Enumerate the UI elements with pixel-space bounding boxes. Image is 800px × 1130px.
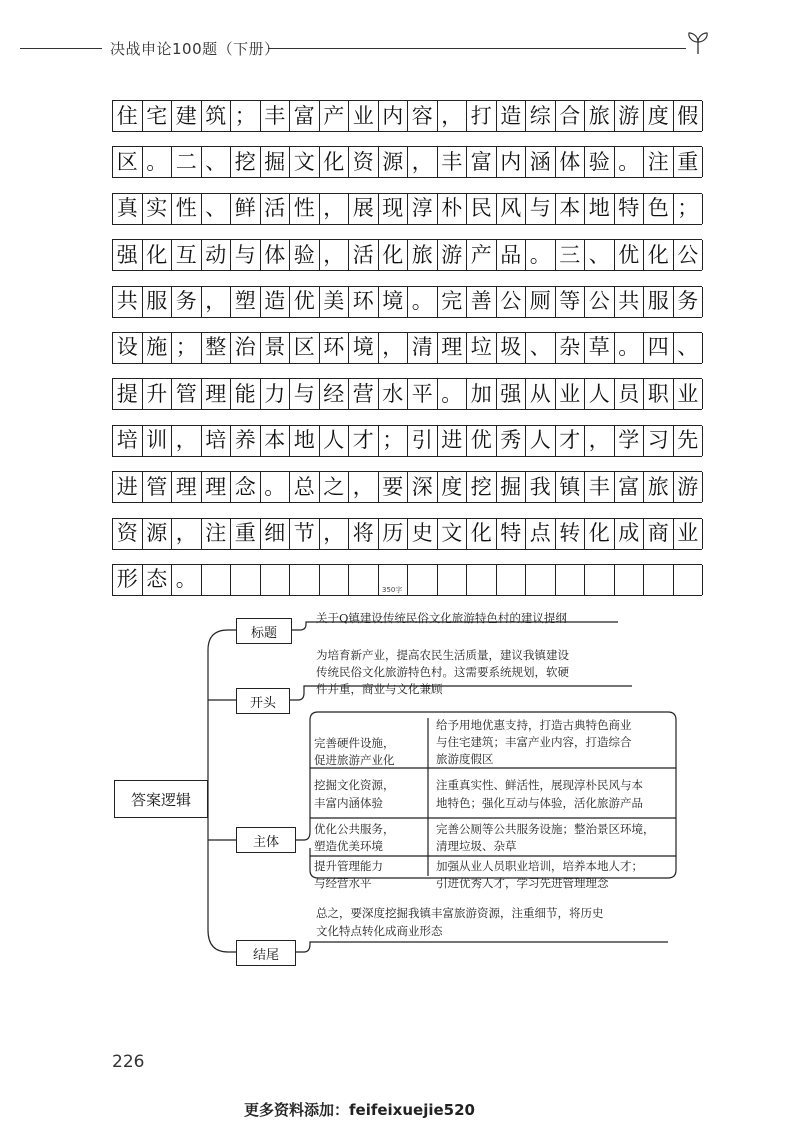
grid-cell <box>615 565 645 595</box>
grid-cell: 强 <box>113 240 143 270</box>
grid-cell: 。 <box>438 379 468 409</box>
grid-cell: 人 <box>320 426 350 456</box>
grid-cell: 水 <box>379 379 409 409</box>
grid-cell: 管 <box>172 379 202 409</box>
grid-row <box>112 425 702 457</box>
grid-cell: 形 <box>113 565 143 595</box>
grid-cell <box>585 565 615 595</box>
grid-cell: 力 <box>261 379 291 409</box>
grid-cell: 先 <box>674 426 704 456</box>
grid-cell: 度 <box>438 472 468 502</box>
grid-cell: 习 <box>644 426 674 456</box>
grid-cell: 地 <box>585 194 615 224</box>
grid-cell: 能 <box>231 379 261 409</box>
body-item-1-right-1: 给予用地优惠支持，打造古典特色商业 <box>436 718 632 732</box>
grid-cell: 升 <box>143 379 173 409</box>
grid-cell: 实 <box>143 194 173 224</box>
grid-cell: 注 <box>202 519 232 549</box>
grid-cell: 筑 <box>202 101 232 131</box>
grid-cell: 。 <box>408 287 438 317</box>
grid-cell: 史 <box>408 519 438 549</box>
grid-cell: 性 <box>290 194 320 224</box>
grid-cell: 细 <box>261 519 291 549</box>
grid-cell <box>526 565 556 595</box>
grid-cell: 完 <box>438 287 468 317</box>
grid-cell: 进 <box>113 472 143 502</box>
grid-cell: 务 <box>674 287 704 317</box>
grid-row <box>112 518 702 550</box>
grid-cell: 游 <box>674 472 704 502</box>
grid-cell: 资 <box>349 147 379 177</box>
grid-cell <box>261 565 291 595</box>
grid-cell: 源 <box>143 519 173 549</box>
body-item-3-left-2: 塑造优美环境 <box>314 839 383 853</box>
body-item-3-left-1: 优化公共服务， <box>314 822 395 836</box>
grid-cell: 、 <box>585 240 615 270</box>
grid-cell: 源 <box>379 147 409 177</box>
grid-cell: 公 <box>585 287 615 317</box>
grid-cell: 度 <box>644 101 674 131</box>
grid-cell: 旅 <box>408 240 438 270</box>
header-rule-left <box>20 48 102 49</box>
grid-row <box>112 564 702 596</box>
grid-cell: 美 <box>320 287 350 317</box>
grid-cell: 杂 <box>556 333 586 363</box>
grid-cell: 挖 <box>467 472 497 502</box>
grid-cell: 善 <box>467 287 497 317</box>
grid-cell: 业 <box>556 379 586 409</box>
grid-cell: 转 <box>556 519 586 549</box>
grid-cell: 将 <box>349 519 379 549</box>
grid-cell <box>349 565 379 595</box>
grid-cell: 共 <box>113 287 143 317</box>
grid-cell: 真 <box>113 194 143 224</box>
grid-cell: 民 <box>467 194 497 224</box>
body-item-4-left-1: 提升管理能力 <box>314 859 383 873</box>
grid-cell: 活 <box>261 194 291 224</box>
body-item-4-left-2: 与经营水平 <box>314 876 372 890</box>
grid-cell: 品 <box>497 240 527 270</box>
grid-cell <box>438 565 468 595</box>
grid-cell: 二 <box>172 147 202 177</box>
grid-cell: 塑 <box>231 287 261 317</box>
grid-cell: 活 <box>349 240 379 270</box>
grid-cell: 注 <box>644 147 674 177</box>
answer-grid <box>112 100 702 610</box>
grid-cell: ， <box>585 426 615 456</box>
grid-cell: 管 <box>143 472 173 502</box>
grid-cell: 资 <box>113 519 143 549</box>
grid-row <box>112 286 702 318</box>
body-item-1-left-1: 完善硬件设施， <box>314 736 395 750</box>
grid-cell: 。 <box>615 147 645 177</box>
grid-cell: 环 <box>349 287 379 317</box>
grid-cell: 态 <box>143 565 173 595</box>
grid-cell: 产 <box>320 101 350 131</box>
grid-cell: 人 <box>526 426 556 456</box>
title-text: 关于Q镇建设传统民俗文化旅游特色村的建议提纲 <box>316 611 567 625</box>
grid-cell: 职 <box>644 379 674 409</box>
grid-cell: 成 <box>615 519 645 549</box>
grid-cell: 打 <box>467 101 497 131</box>
grid-cell: ， <box>172 426 202 456</box>
grid-cell: 造 <box>261 287 291 317</box>
body-item-2-left-2: 丰富内涵体验 <box>314 796 383 810</box>
grid-cell: 四 <box>644 333 674 363</box>
grid-cell: 公 <box>497 287 527 317</box>
grid-cell: ， <box>349 472 379 502</box>
grid-cell: 之 <box>320 472 350 502</box>
grid-row <box>112 193 702 225</box>
grid-cell: ， <box>408 147 438 177</box>
grid-cell: 现 <box>379 194 409 224</box>
grid-cell: 点 <box>526 519 556 549</box>
grid-cell: 涵 <box>526 147 556 177</box>
grid-cell: 要 <box>379 472 409 502</box>
grid-cell: 旅 <box>644 472 674 502</box>
grid-cell: 理 <box>202 472 232 502</box>
grid-cell: 掘 <box>497 472 527 502</box>
grid-cell: 本 <box>261 426 291 456</box>
grid-cell: 本 <box>556 194 586 224</box>
grid-cell: 丰 <box>438 147 468 177</box>
grid-cell: 内 <box>379 101 409 131</box>
grid-cell: 景 <box>261 333 291 363</box>
grid-cell: 才 <box>349 426 379 456</box>
grid-cell <box>467 565 497 595</box>
grid-cell: 重 <box>674 147 704 177</box>
grid-cell <box>320 565 350 595</box>
grid-cell: 养 <box>231 426 261 456</box>
grid-cell: 优 <box>615 240 645 270</box>
grid-cell: 重 <box>231 519 261 549</box>
grid-cell: 化 <box>143 240 173 270</box>
grid-cell: 清 <box>408 333 438 363</box>
grid-cell: 人 <box>585 379 615 409</box>
body-item-3-right-2: 清理垃圾、杂草 <box>436 839 517 853</box>
grid-cell: ； <box>231 101 261 131</box>
grid-cell: ， <box>320 194 350 224</box>
grid-cell: 。 <box>526 240 556 270</box>
grid-cell: 产 <box>467 240 497 270</box>
grid-cell: ， <box>438 101 468 131</box>
grid-cell: 旅 <box>585 101 615 131</box>
grid-cell: 草 <box>585 333 615 363</box>
root-box: 答案逻辑 <box>114 780 208 818</box>
title-label: 标题 <box>236 618 292 644</box>
grid-cell: 验 <box>290 240 320 270</box>
opening-line-1: 为培育新产业，提高农民生活质量，建议我镇建设 <box>316 648 569 662</box>
grid-cell: 提 <box>113 379 143 409</box>
grid-cell: 营 <box>349 379 379 409</box>
grid-cell: 化 <box>320 147 350 177</box>
grid-cell: 化 <box>585 519 615 549</box>
grid-cell: 境 <box>349 333 379 363</box>
grid-row <box>112 146 702 178</box>
grid-cell: 才 <box>556 426 586 456</box>
grid-cell: 培 <box>113 426 143 456</box>
grid-cell: 历 <box>379 519 409 549</box>
grid-cell: 业 <box>674 519 704 549</box>
grid-cell <box>290 565 320 595</box>
grid-cell: 挖 <box>231 147 261 177</box>
grid-cell: ， <box>320 519 350 549</box>
header-title: 决战申论100题（下册） <box>110 40 280 58</box>
grid-cell: 丰 <box>585 472 615 502</box>
grid-cell: ； <box>379 426 409 456</box>
grid-cell: 化 <box>467 519 497 549</box>
grid-cell: 业 <box>674 379 704 409</box>
grid-cell: 境 <box>379 287 409 317</box>
grid-cell: 。 <box>143 147 173 177</box>
body-item-2-right-2: 地特色；强化互动与体验，活化旅游产品 <box>436 796 643 810</box>
grid-cell: 引 <box>408 426 438 456</box>
grid-cell: 文 <box>438 519 468 549</box>
grid-cell: 理 <box>202 379 232 409</box>
grid-cell: 整 <box>202 333 232 363</box>
grid-cell: 与 <box>526 194 556 224</box>
grid-cell: 念 <box>231 472 261 502</box>
body-item-1-left-2: 促进旅游产业化 <box>314 753 395 767</box>
grid-row <box>112 378 702 410</box>
grid-cell: 体 <box>261 240 291 270</box>
grid-cell: 理 <box>172 472 202 502</box>
grid-cell: 文 <box>290 147 320 177</box>
answer-logic-tree <box>0 600 800 980</box>
grid-cell: ； <box>172 333 202 363</box>
body-item-4-right-1: 加强从业人员职业培训，培养本地人才； <box>436 859 643 873</box>
grid-cell: 区 <box>290 333 320 363</box>
grid-cell: 深 <box>408 472 438 502</box>
grid-cell <box>231 565 261 595</box>
page-number: 226 <box>112 1052 145 1072</box>
grid-cell: 节 <box>290 519 320 549</box>
ending-line-1: 总之，要深度挖掘我镇丰富旅游资源，注重细节，将历史 <box>316 906 604 920</box>
grid-cell: 。 <box>261 472 291 502</box>
grid-cell: 商 <box>644 519 674 549</box>
grid-cell: 训 <box>143 426 173 456</box>
grid-cell: 员 <box>615 379 645 409</box>
grid-cell: 服 <box>644 287 674 317</box>
grid-row <box>112 239 702 271</box>
grid-cell: 与 <box>290 379 320 409</box>
grid-cell: 环 <box>320 333 350 363</box>
grid-cell: 厕 <box>526 287 556 317</box>
grid-cell: 秀 <box>497 426 527 456</box>
grid-cell <box>202 565 232 595</box>
grid-cell: 富 <box>467 147 497 177</box>
grid-cell: 。 <box>615 333 645 363</box>
grid-cell: 特 <box>615 194 645 224</box>
grid-cell: 。 <box>172 565 202 595</box>
opening-line-3: 件并重，商业与文化兼顾 <box>316 682 443 696</box>
grid-cell <box>644 565 674 595</box>
grid-cell: 、 <box>202 147 232 177</box>
grid-row <box>112 332 702 364</box>
grid-cell: 性 <box>172 194 202 224</box>
grid-cell: 验 <box>585 147 615 177</box>
grid-cell: 优 <box>467 426 497 456</box>
grid-cell: ； <box>674 194 704 224</box>
sprout-icon <box>684 30 712 56</box>
grid-cell <box>497 565 527 595</box>
grid-cell <box>556 565 586 595</box>
body-item-4-right-2: 引进优秀人才，学习先进管理理念 <box>436 876 609 890</box>
grid-cell: 务 <box>172 287 202 317</box>
grid-cell: 平 <box>408 379 438 409</box>
grid-cell: 业 <box>349 101 379 131</box>
grid-cell: 进 <box>438 426 468 456</box>
grid-cell: 体 <box>556 147 586 177</box>
grid-cell: 朴 <box>438 194 468 224</box>
grid-cell: 鲜 <box>231 194 261 224</box>
ending-line-2: 文化特点转化成商业形态 <box>316 924 443 938</box>
body-item-3-right-1: 完善公厕等公共服务设施；整治景区环境， <box>436 822 655 836</box>
grid-cell: ， <box>320 240 350 270</box>
grid-cell: 总 <box>290 472 320 502</box>
grid-cell: 住 <box>113 101 143 131</box>
grid-cell: 与 <box>231 240 261 270</box>
grid-cell: 强 <box>497 379 527 409</box>
grid-cell: 治 <box>231 333 261 363</box>
grid-cell: 服 <box>143 287 173 317</box>
grid-cell: 游 <box>438 240 468 270</box>
grid-cell: 淳 <box>408 194 438 224</box>
grid-cell: 丰 <box>261 101 291 131</box>
grid-cell: 互 <box>172 240 202 270</box>
grid-cell: 化 <box>644 240 674 270</box>
body-item-1-right-3: 旅游度假区 <box>436 752 494 766</box>
opening-label: 开头 <box>236 688 290 714</box>
grid-cell: 化 <box>379 240 409 270</box>
grid-cell: 圾 <box>497 333 527 363</box>
grid-cell: 设 <box>113 333 143 363</box>
grid-cell: 理 <box>438 333 468 363</box>
grid-row <box>112 471 702 503</box>
grid-cell: 施 <box>143 333 173 363</box>
grid-cell <box>408 565 438 595</box>
body-item-1-right-2: 与住宅建筑；丰富产业内容，打造综合 <box>436 735 632 749</box>
body-item-2-right-1: 注重真实性、鲜活性，展现淳朴民风与本 <box>436 778 643 792</box>
grid-cell: 宅 <box>143 101 173 131</box>
grid-cell: 、 <box>526 333 556 363</box>
header-rule-right <box>268 48 686 49</box>
grid-cell: 我 <box>526 472 556 502</box>
footer-note: 更多资料添加：feifeixuejie520 <box>244 1101 475 1119</box>
body-item-2-left-1: 挖掘文化资源， <box>314 778 395 792</box>
grid-cell: 学 <box>615 426 645 456</box>
grid-cell: 富 <box>615 472 645 502</box>
grid-cell: 风 <box>497 194 527 224</box>
grid-cell: 合 <box>556 101 586 131</box>
grid-row <box>112 100 702 132</box>
grid-cell: 特 <box>497 519 527 549</box>
grid-cell <box>674 565 704 595</box>
grid-cell: 三 <box>556 240 586 270</box>
grid-cell: 展 <box>349 194 379 224</box>
grid-cell: 优 <box>290 287 320 317</box>
grid-cell: 地 <box>290 426 320 456</box>
grid-cell: 游 <box>615 101 645 131</box>
grid-cell: 经 <box>320 379 350 409</box>
grid-cell: ， <box>202 287 232 317</box>
grid-cell: 、 <box>674 333 704 363</box>
grid-cell: 富 <box>290 101 320 131</box>
grid-cell: 内 <box>497 147 527 177</box>
grid-cell: 、 <box>202 194 232 224</box>
grid-cell: 共 <box>615 287 645 317</box>
body-label: 主体 <box>236 827 296 853</box>
grid-cell: 容 <box>408 101 438 131</box>
grid-cell: 加 <box>467 379 497 409</box>
grid-cell: 公 <box>674 240 704 270</box>
grid-cell: 从 <box>526 379 556 409</box>
grid-cell: 假 <box>674 101 704 131</box>
grid-cell: 等 <box>556 287 586 317</box>
grid-cell: ， <box>172 519 202 549</box>
ending-label: 结尾 <box>236 940 296 966</box>
grid-cell: 色 <box>644 194 674 224</box>
grid-cell: 区 <box>113 147 143 177</box>
grid-cell: 综 <box>526 101 556 131</box>
grid-cell: 动 <box>202 240 232 270</box>
grid-cell: 掘 <box>261 147 291 177</box>
word-count: 350字 <box>382 586 403 594</box>
grid-cell: 造 <box>497 101 527 131</box>
grid-cell: ， <box>379 333 409 363</box>
grid-cell: 培 <box>202 426 232 456</box>
grid-cell: 镇 <box>556 472 586 502</box>
grid-cell: 建 <box>172 101 202 131</box>
opening-line-2: 传统民俗文化旅游特色村。这需要系统规划，软硬 <box>316 665 569 679</box>
grid-cell: 垃 <box>467 333 497 363</box>
